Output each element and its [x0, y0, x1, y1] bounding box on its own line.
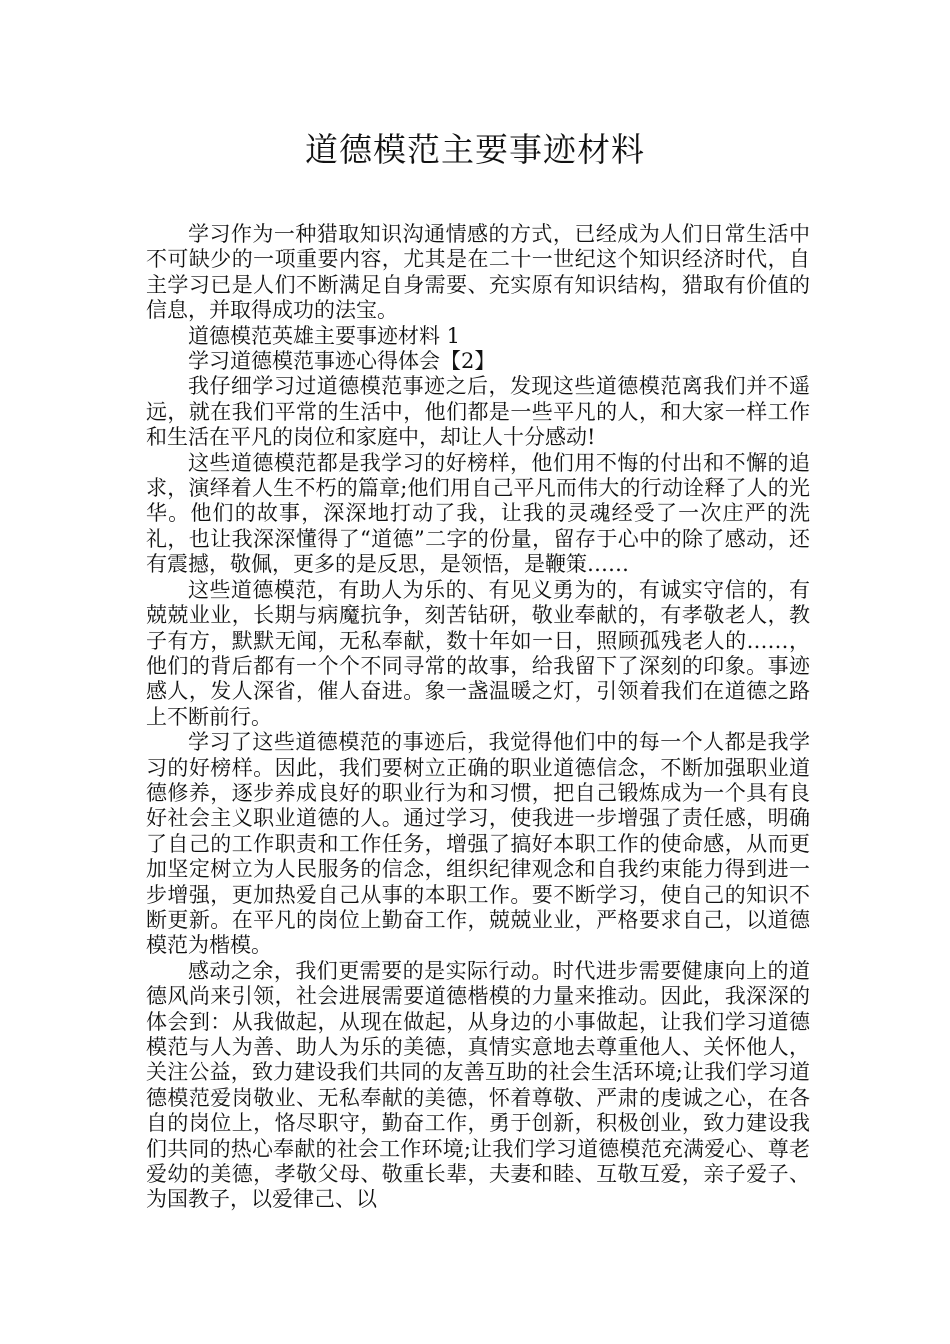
paragraph: 这些道德模范，有助人为乐的、有见义勇为的，有诚实守信的，有兢兢业业，长期与病魔抗争，刻苦钻研，敬业奉献的，有孝敬老人，教子有方，默默无闻，无私奉献，数十年如一日，照顾孤残老人的……，他们的背后都有一个个不同寻常的故事，给我留下了深刻的印象。事迹感人，发人深省，催人奋进。象一盏温暖之灯，引领着我们在道德之路上不断前行。	[146, 577, 810, 729]
paragraph: 我仔细学习过道德模范事迹之后，发现这些道德模范离我们并不遥远，就在我们平常的生活中，他们都是一些平凡的人，和大家一样工作和生活在平凡的岗位和家庭中，却让人十分感动!	[146, 374, 810, 450]
section-heading: 学习道德模范事迹心得体会【2】	[188, 349, 496, 374]
document-body	[146, 222, 810, 1213]
paragraph: 学习了这些道德模范的事迹后，我觉得他们中的每一个人都是我学习的好榜样。因此，我们要树立正确的职业道德信念，不断加强职业道德修养，逐步养成良好的职业行为和习惯，把自己锻炼成为一个具有良好社会主义职业道德的人。通过学习，使我进一步增强了责任感，明确了自己的工作职责和工作任务，增强了搞好本职工作的使命感，从而更加坚定树立为人民服务的信念，组织纪律观念和自我约束能力得到进一步增强，更加热爱自己从事的本职工作。要不断学习，使自己的知识不断更新。在平凡的岗位上勤奋工作，兢兢业业，严格要求自己，以道德模范为楷模。	[146, 730, 810, 958]
paragraph: 这些道德模范都是我学习的好榜样，他们用不悔的付出和不懈的追求，演绎着人生不朽的篇章;他们用自己平凡而伟大的行动诠释了人的光华。他们的故事，深深地打动了我，让我的灵魂经受了一次庄严的洗礼，也让我深深懂得了“道德”二字的份量，留存于心中的除了感动，还有震撼，敬佩，更多的是反思，是领悟，是鞭策……	[146, 450, 810, 577]
document-title: 道德模范主要事迹材料	[305, 130, 645, 169]
section-heading: 道德模范英雄主要事迹材料 1	[188, 323, 461, 348]
paragraph: 感动之余，我们更需要的是实际行动。时代进步需要健康向上的道德风尚来引领，社会进展需要道德楷模的力量来推动。因此，我深深的体会到：从我做起，从现在做起，从身边的小事做起，让我们学习道德模范与人为善、助人为乐的美德，真情实意地去尊重他人、关怀他人，关注公益，致力建设我们共同的友善互助的社会生活环境;让我们学习道德模范爱岗敬业、无私奉献的美德，怀着尊敬、严肃的虔诚之心，在各自的岗位上，恪尽职守，勤奋工作，勇于创新，积极创业，致力建设我们共同的热心奉献的社会工作环境;让我们学习道德模范充满爱心、尊老爱幼的美德，孝敬父母、敬重长辈，夫妻和睦、互敬互爱，亲子爱子、为国教子，以爱律己、以	[146, 958, 810, 1212]
paragraph: 学习作为一种猎取知识沟通情感的方式，已经成为人们日常生活中不可缺少的一项重要内容，尤其是在二十一世纪这个知识经济时代，自主学习已是人们不断满足自身需要、充实原有知识结构，猎取有价值的信息，并取得成功的法宝。	[146, 222, 810, 323]
